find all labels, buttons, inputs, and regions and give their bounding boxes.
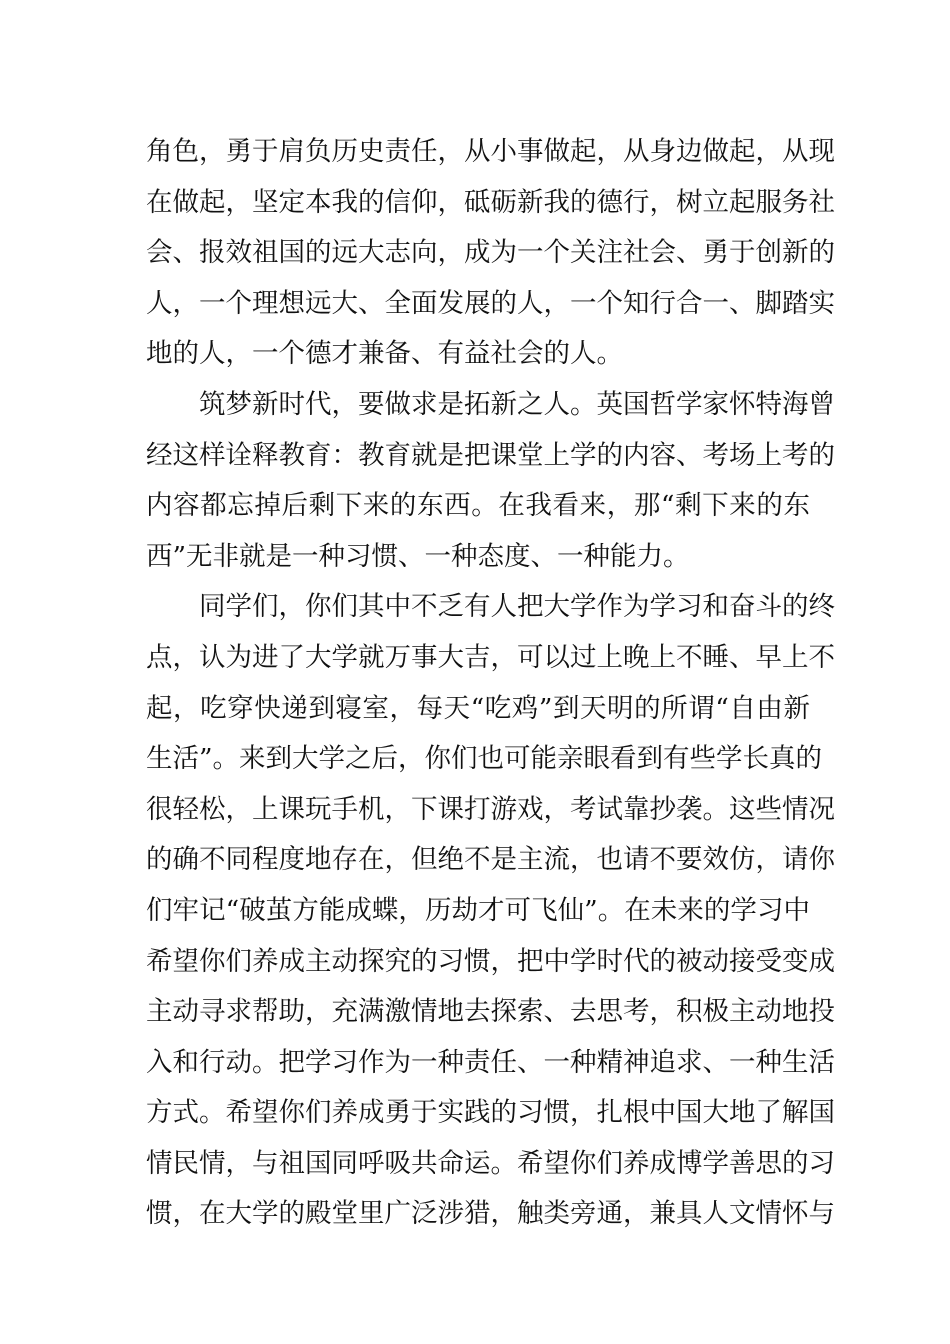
text-line-4: 人，一个理想远大、全面发展的人，一个知行合一、脚踏实: [146, 287, 835, 319]
text-line-22: 惯，在大学的殿堂里广泛涉猎，触类旁通，兼具人文情怀与: [146, 1198, 835, 1230]
text-line-7: 经这样诠释教育：教育就是把课堂上学的内容、考场上考的: [146, 439, 835, 471]
text-line-19: 入和行动。把学习作为一种责任、一种精神追求、一种生活: [146, 1046, 835, 1078]
text-line-1: 角色，勇于肩负历史责任，从小事做起，从身边做起，从现: [146, 136, 835, 167]
text-line-11: 点，认为进了大学就万事大吉，可以过上晚上不睡、早上不: [146, 641, 835, 673]
document-page: [146, 127, 835, 1240]
text-line-21: 情民情，与祖国同呼吸共命运。希望你们养成博学善思的习: [146, 1147, 835, 1179]
text-line-14: 很轻松，上课玩手机，下课打游戏，考试靠抄袭。这些情况: [146, 793, 835, 825]
text-line-12: 起，吃穿快递到寝室，每天“吃鸡”到天明的所谓“自由新: [146, 692, 810, 724]
text-line-10: 同学们，你们其中不乏有人把大学作为学习和奋斗的终: [199, 591, 835, 623]
text-line-8: 内容都忘掉后剩下来的东西。在我看来，那“剩下来的东: [146, 490, 810, 522]
text-line-6: 筑梦新时代，要做求是拓新之人。英国哲学家怀特海曾: [199, 388, 835, 420]
text-line-17: 希望你们养成主动探究的习惯，把中学时代的被动接受变成: [146, 945, 835, 977]
text-line-5: 地的人，一个德才兼备、有益社会的人。: [146, 338, 623, 370]
text-line-18: 主动寻求帮助，充满激情地去探索、去思考，积极主动地投: [146, 996, 835, 1028]
text-line-3: 会、报效祖国的远大志向，成为一个关注社会、勇于创新的: [146, 237, 835, 269]
text-line-16: 们牢记“破茧方能成蝶，历劫才可飞仙”。在未来的学习中: [146, 894, 810, 926]
text-line-20: 方式。希望你们养成勇于实践的习惯，扎根中国大地了解国: [146, 1097, 835, 1129]
text-line-2: 在做起，坚定本我的信仰，砥砺新我的德行，树立起服务社: [146, 186, 835, 218]
text-line-9: 西”无非就是一种习惯、一种态度、一种能力。: [146, 540, 690, 572]
text-line-15: 的确不同程度地存在，但绝不是主流，也请不要效仿，请你: [146, 844, 835, 876]
text-line-13: 生活”。来到大学之后，你们也可能亲眼看到有些学长真的: [146, 743, 823, 775]
